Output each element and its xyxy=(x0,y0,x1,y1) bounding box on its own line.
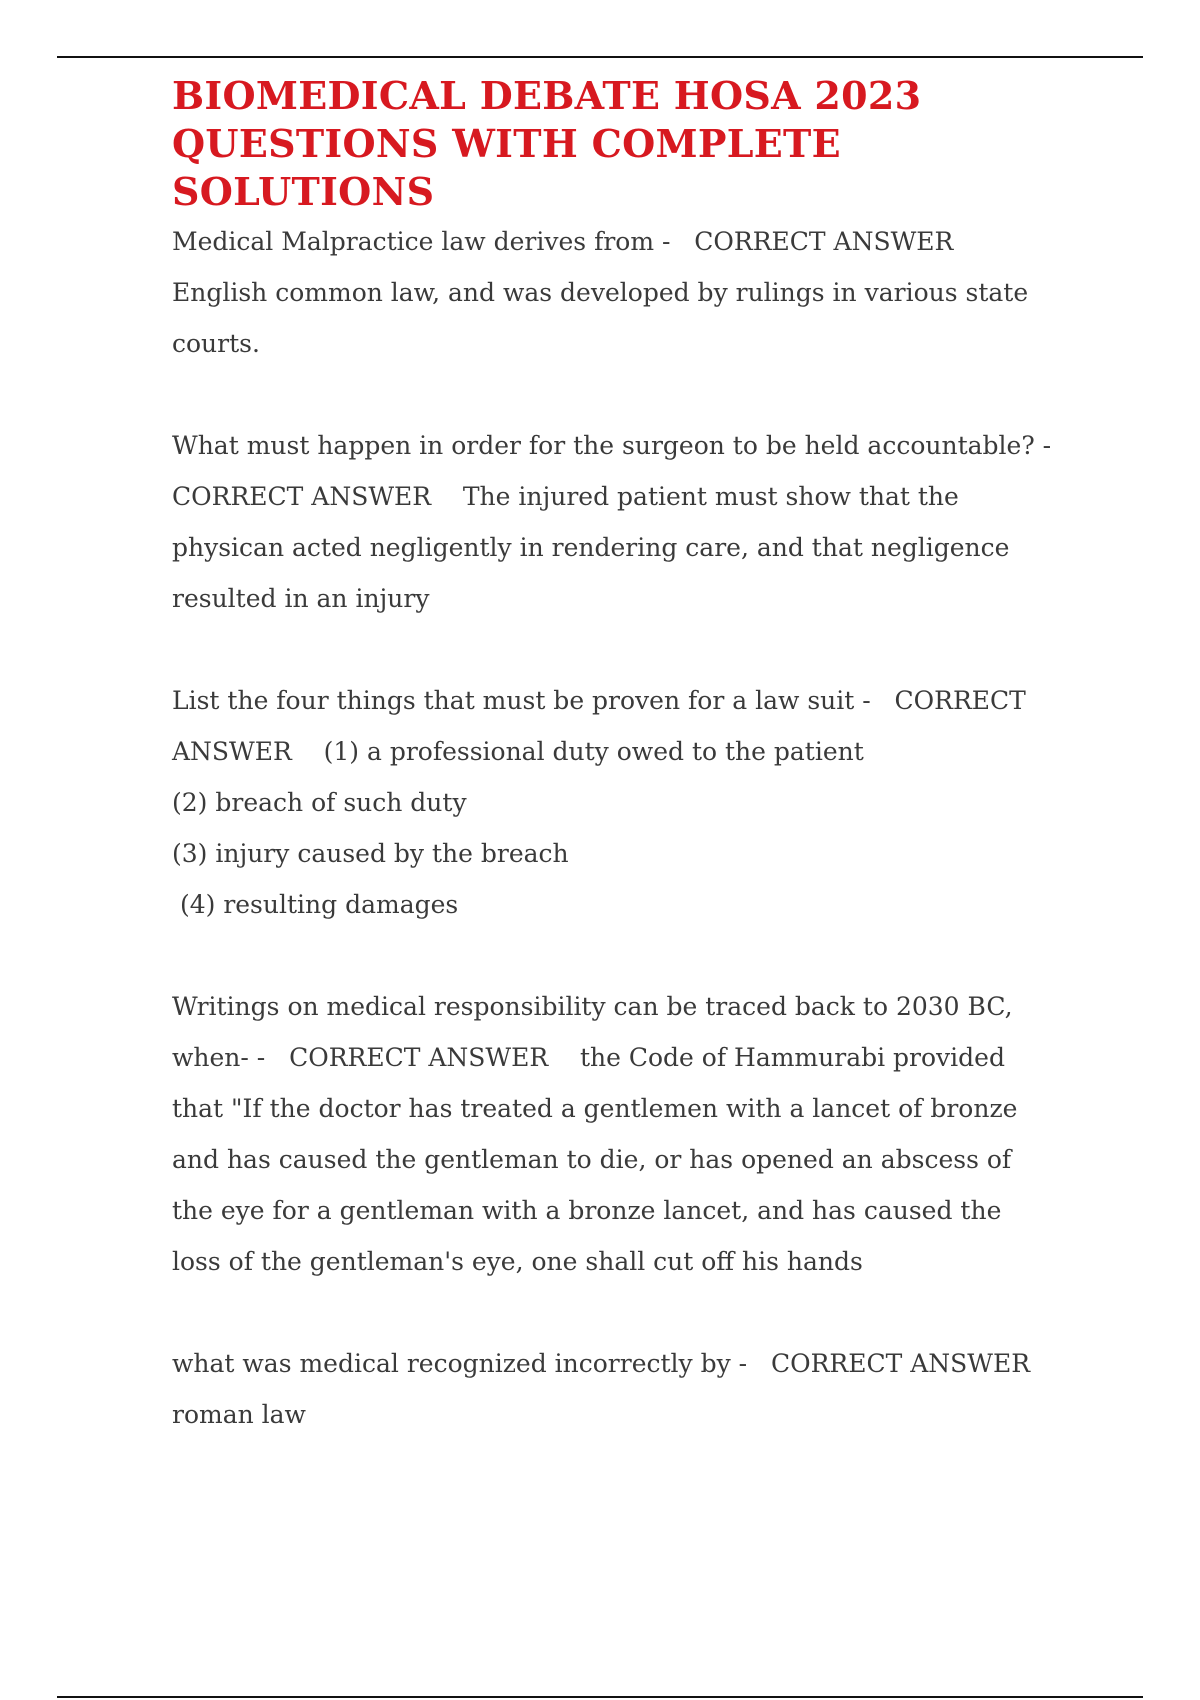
qa-entry-4 xyxy=(172,981,1092,1287)
qa-line: what was medical recognized incorrectly by - CORRECT ANSWER xyxy=(172,1349,1031,1378)
entry-spacer xyxy=(172,369,1092,420)
bottom-rule xyxy=(57,1696,1143,1698)
entry-spacer xyxy=(172,930,1092,981)
qa-entry-5 xyxy=(172,1338,1092,1440)
entry-spacer xyxy=(172,624,1092,675)
qa-entry-1 xyxy=(172,216,1092,369)
entry-spacer xyxy=(172,1287,1092,1338)
qa-line: (4) resulting damages xyxy=(172,890,459,919)
qa-line: Writings on medical responsibility can be traced back to 2030 BC, xyxy=(172,992,1013,1021)
title-line: QUESTIONS WITH COMPLETE xyxy=(172,121,841,166)
qa-entry-3 xyxy=(172,675,1092,930)
qa-line: Medical Malpractice law derives from - CORRECT ANSWER xyxy=(172,227,954,256)
qa-line: loss of the gentleman's eye, one shall cut off his hands xyxy=(172,1247,863,1276)
qa-line: that "If the doctor has treated a gentlemen with a lancet of bronze xyxy=(172,1094,1018,1123)
qa-line: and has caused the gentleman to die, or has opened an abscess of xyxy=(172,1145,1012,1174)
page-content xyxy=(172,72,1092,1440)
qa-line: What must happen in order for the surgeon to be held accountable? - xyxy=(172,431,1052,460)
qa-line: (3) injury caused by the breach xyxy=(172,839,569,868)
title-line: BIOMEDICAL DEBATE HOSA 2023 xyxy=(172,73,922,118)
qa-line: (2) breach of such duty xyxy=(172,788,467,817)
qa-line: List the four things that must be proven for a law suit - CORRECT xyxy=(172,686,1026,715)
qa-line: physican acted negligently in rendering care, and that negligence xyxy=(172,533,1010,562)
qa-line: the eye for a gentleman with a bronze lancet, and has caused the xyxy=(172,1196,1002,1225)
qa-line: when- - CORRECT ANSWER the Code of Hammurabi provided xyxy=(172,1043,1005,1072)
qa-line: ANSWER (1) a professional duty owed to the patient xyxy=(172,737,864,766)
qa-line: CORRECT ANSWER The injured patient must show that the xyxy=(172,482,959,511)
qa-line: resulted in an injury xyxy=(172,584,430,613)
qa-line: roman law xyxy=(172,1400,306,1429)
qa-line: courts. xyxy=(172,329,260,358)
qa-entry-2 xyxy=(172,420,1092,624)
top-rule xyxy=(57,56,1143,58)
title-line: SOLUTIONS xyxy=(172,169,435,214)
document-title xyxy=(172,72,1092,216)
qa-line: English common law, and was developed by rulings in various state xyxy=(172,278,1029,307)
